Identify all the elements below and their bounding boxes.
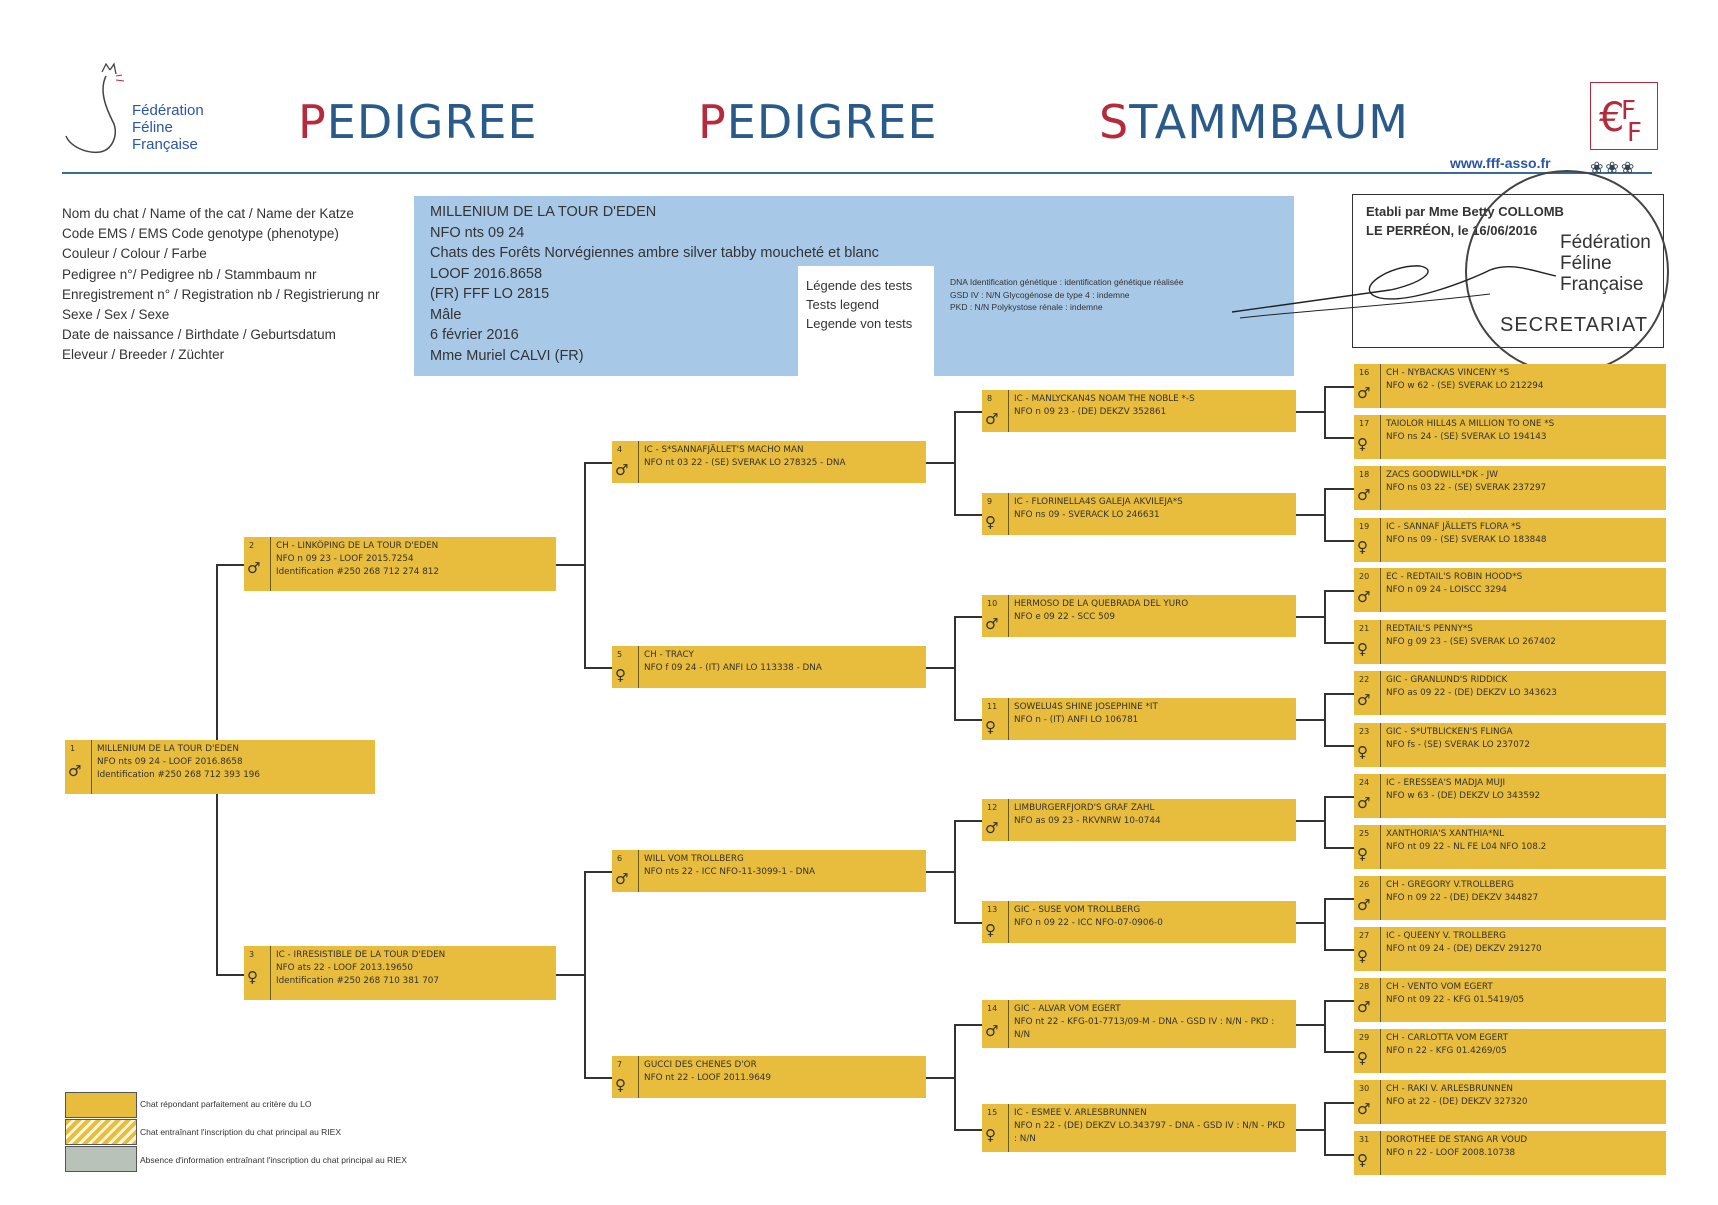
cat-line: IC - MANLYCKAN4S NOAM THE NOBLE *-S xyxy=(1014,394,1195,404)
cat-line: GIC - S*UTBLICKEN'S FLINGA xyxy=(1386,727,1513,737)
cat-line: ZACS GOODWILL*DK - JW xyxy=(1386,470,1498,480)
legend-lo: Chat répondant parfaitement au critère du LO xyxy=(140,1099,312,1109)
cat-details xyxy=(1014,1107,1290,1146)
cat-number: 21 xyxy=(1359,624,1370,633)
cat-number: 22 xyxy=(1359,675,1370,684)
value-registration: (FR) FFF LO 2815 xyxy=(430,286,550,302)
cat-number: 24 xyxy=(1359,778,1370,787)
cat-box-8 xyxy=(982,390,1296,432)
cat-line: CH - TRACY xyxy=(644,650,694,660)
title-fr-rest: EDIGREE xyxy=(326,95,538,149)
cat-details xyxy=(1014,802,1290,828)
cat-number: 26 xyxy=(1359,880,1370,889)
cat-line: NFO nts 22 - ICC NFO-11-3099-1 - DNA xyxy=(644,867,816,877)
female-icon: ♀ xyxy=(1357,1049,1368,1067)
website-link[interactable]: www.fff-asso.fr xyxy=(1450,155,1551,171)
female-icon: ♀ xyxy=(985,1126,996,1144)
cat-details xyxy=(1386,469,1660,495)
cat-details xyxy=(1386,930,1660,956)
cat-box-19 xyxy=(1354,518,1666,562)
cat-line: CH - LINKÖPING DE LA TOUR D'EDEN xyxy=(276,541,439,551)
cat-line: CH - RAKI V. ARLESBRUNNEN xyxy=(1386,1084,1513,1094)
seal-line-2: Féline xyxy=(1560,253,1612,274)
cat-number: 10 xyxy=(987,599,998,608)
cat-number: 14 xyxy=(987,1004,998,1013)
cat-line: NFO nt 09 24 - (DE) DEKZV 291270 xyxy=(1386,944,1542,954)
cat-details xyxy=(1014,1003,1290,1042)
cat-details xyxy=(644,444,920,470)
cat-number: 2 xyxy=(249,541,255,550)
legend-swatch-riex xyxy=(65,1119,137,1145)
cat-details xyxy=(1386,623,1660,649)
male-icon: ♂ xyxy=(985,1022,999,1040)
cat-line: NFO ns 24 - (SE) SVERAK LO 194143 xyxy=(1386,432,1547,442)
cat-box-9 xyxy=(982,493,1296,535)
cat-details xyxy=(1386,1032,1660,1058)
cat-line: IC - IRRESISTIBLE DE LA TOUR D'EDEN xyxy=(276,950,446,960)
cat-line: NFO nts 09 24 - LOOF 2016.8658 xyxy=(97,757,243,767)
cat-number: 4 xyxy=(617,445,623,454)
cat-line: HERMOSO DE LA QUEBRADA DEL YURO xyxy=(1014,599,1189,609)
cat-number: 9 xyxy=(987,497,993,506)
cat-details xyxy=(1386,879,1660,905)
title-fr-initial: P xyxy=(298,95,327,149)
cat-line: NFO w 63 - (DE) DEKZV LO 343592 xyxy=(1386,791,1541,801)
svg-text:F: F xyxy=(1627,118,1642,148)
cat-box-16 xyxy=(1354,364,1666,408)
cat-details xyxy=(1386,726,1660,752)
title-de-initial: S xyxy=(1099,95,1130,149)
cat-line: IC - S*SANNAFJÄLLET'S MACHO MAN xyxy=(644,445,804,455)
cat-details xyxy=(1386,418,1660,444)
tests-legend-labels xyxy=(806,276,912,333)
signature xyxy=(1230,250,1560,330)
seal-line-3: Française xyxy=(1560,274,1644,295)
cat-line: GUCCI DES CHENES D'OR xyxy=(644,1060,757,1070)
value-name: MILLENIUM DE LA TOUR D'EDEN xyxy=(430,204,657,220)
cat-box-21 xyxy=(1354,620,1666,664)
cat-line: NFO n 09 23 - (DE) DEKZV 352861 xyxy=(1014,407,1167,417)
cat-line: GIC - SUSE VOM TROLLBERG xyxy=(1014,905,1141,915)
male-icon: ♂ xyxy=(247,559,261,577)
female-icon: ♀ xyxy=(1357,947,1368,965)
cat-line: TAIOLOR HILL4S A MILLION TO ONE *S xyxy=(1386,419,1555,429)
female-icon: ♀ xyxy=(615,666,626,684)
cat-box-7 xyxy=(612,1056,926,1098)
value-colour: Chats des Forêts Norvégiennes ambre silver tabby moucheté et blanc xyxy=(430,245,879,261)
cat-details xyxy=(276,540,550,579)
cat-number: 31 xyxy=(1359,1135,1370,1144)
cat-number: 13 xyxy=(987,905,998,914)
cat-line: NFO n 09 23 - LOOF 2015.7254 xyxy=(276,554,414,564)
cat-box-23 xyxy=(1354,723,1666,767)
cat-number: 19 xyxy=(1359,522,1370,531)
cat-line: NFO n 09 22 - ICC NFO-07-0906-0 xyxy=(1014,918,1163,928)
cat-line: NFO n - (IT) ANFI LO 106781 xyxy=(1014,715,1139,725)
legend-swatch-missing xyxy=(65,1146,137,1172)
seal-line-1: Fédération xyxy=(1560,232,1651,253)
male-icon: ♂ xyxy=(1357,1100,1371,1118)
cat-box-30 xyxy=(1354,1080,1666,1124)
cat-details xyxy=(1014,701,1290,727)
cat-line: IC - ERESSEA'S MADJA MUJI xyxy=(1386,778,1506,788)
eff-corner-logo xyxy=(1590,82,1658,150)
cat-box-29 xyxy=(1354,1029,1666,1073)
female-icon: ♀ xyxy=(247,968,258,986)
cat-line: NFO at 22 - (DE) DEKZV 327320 xyxy=(1386,1097,1528,1107)
cat-number: 11 xyxy=(987,702,998,711)
cat-number: 27 xyxy=(1359,931,1370,940)
male-icon: ♂ xyxy=(1357,896,1371,914)
legend-swatch-lo xyxy=(65,1092,137,1118)
title-en-initial: P xyxy=(698,95,727,149)
cat-details xyxy=(1386,367,1660,393)
cat-line: NFO nt 03 22 - (SE) SVERAK LO 278325 - DNA xyxy=(644,458,846,468)
cat-line: IC - FLORINELLA4S GALEJA AKVILEJA*S xyxy=(1014,497,1183,507)
cat-line: NFO n 22 - LOOF 2008.10738 xyxy=(1386,1148,1516,1158)
value-birthdate: 6 février 2016 xyxy=(430,327,519,343)
legend-riex: Chat entraînant l'inscription du chat principal au RIEX xyxy=(140,1127,342,1137)
cat-box-12 xyxy=(982,799,1296,841)
title-en xyxy=(698,95,938,149)
cat-box-13 xyxy=(982,901,1296,943)
cat-line: IC - SANNAF JÄLLETS FLORA *S xyxy=(1386,522,1521,532)
tests-legend-de: Legende von tests xyxy=(806,316,913,331)
cat-box-18 xyxy=(1354,466,1666,510)
female-icon: ♀ xyxy=(1357,640,1368,658)
cat-line: DOROTHEE DE STANG AR VOUD xyxy=(1386,1135,1528,1145)
male-icon: ♂ xyxy=(1357,486,1371,504)
cat-details xyxy=(1386,521,1660,547)
cat-line: LIMBURGERFJORD'S GRAF ZAHL xyxy=(1014,803,1155,813)
title-en-rest: EDIGREE xyxy=(726,95,938,149)
cat-box-14 xyxy=(982,1000,1296,1048)
cat-number: 18 xyxy=(1359,470,1370,479)
cat-outline-icon xyxy=(62,62,132,157)
cat-line: NFO nt 22 - KFG-01-7713/09-M - DNA - GSD IV : N/N - PKD : N/N xyxy=(1014,1017,1275,1040)
cat-details xyxy=(1386,571,1660,597)
cat-line: NFO n 09 24 - LOISCC 3294 xyxy=(1386,585,1507,595)
female-icon: ♀ xyxy=(1357,845,1368,863)
cat-number: 17 xyxy=(1359,419,1370,428)
cat-line: GIC - GRANLUND'S RIDDICK xyxy=(1386,675,1508,685)
tests-legend-en: Tests legend xyxy=(806,297,879,312)
female-icon: ♀ xyxy=(1357,1151,1368,1169)
svg-text:€: € xyxy=(1599,95,1625,141)
cat-box-11 xyxy=(982,698,1296,740)
cat-details xyxy=(1386,1134,1660,1160)
seal-secretariat: SECRETARIAT xyxy=(1500,314,1649,336)
label-colour: Couleur / Colour / Farbe xyxy=(62,246,207,262)
cat-box-15 xyxy=(982,1104,1296,1152)
cat-line: NFO g 09 23 - (SE) SVERAK LO 267402 xyxy=(1386,637,1556,647)
label-breeder: Eleveur / Breeder / Züchter xyxy=(62,347,225,363)
logo-line-2: Féline xyxy=(132,119,173,136)
female-icon: ♀ xyxy=(985,718,996,736)
seal-text xyxy=(1560,232,1651,295)
cat-line: NFO nt 22 - LOOF 2011.9649 xyxy=(644,1073,772,1083)
cat-line: NFO e 09 22 - SCC 509 xyxy=(1014,612,1115,622)
cat-number: 15 xyxy=(987,1108,998,1117)
label-registration: Enregistrement n° / Registration nb / Registrierung nr xyxy=(62,286,380,302)
cat-line: NFO ns 09 - SVERACK LO 246631 xyxy=(1014,510,1160,520)
cat-box-6 xyxy=(612,850,926,892)
logo-line-1: Fédération xyxy=(132,102,204,119)
male-icon: ♂ xyxy=(615,870,629,888)
male-icon: ♂ xyxy=(615,461,629,479)
label-sex: Sexe / Sex / Sexe xyxy=(62,307,170,323)
cat-details xyxy=(1386,828,1660,854)
cat-box-2 xyxy=(244,537,556,591)
cat-number: 12 xyxy=(987,803,998,812)
cat-line: IC - ESMEE V. ARLESBRUNNEN xyxy=(1014,1108,1147,1118)
cat-number: 5 xyxy=(617,650,623,659)
test-gsd: GSD IV : N/N Glycogénose de type 4 : indemne xyxy=(950,289,1130,300)
value-breeder: Mme Muriel CALVI (FR) xyxy=(430,347,584,364)
value-sex: Mâle xyxy=(430,306,462,323)
cat-box-5 xyxy=(612,646,926,688)
cat-box-3 xyxy=(244,946,556,1000)
cat-line: NFO n 22 - (DE) DEKZV LO.343797 - DNA - GSD IV : N/N - PKD : N/N xyxy=(1014,1121,1285,1144)
cat-details xyxy=(1014,393,1290,419)
cat-box-10 xyxy=(982,595,1296,637)
cat-line: XANTHORIA'S XANTHIA*NL xyxy=(1386,829,1505,839)
cat-line: NFO nt 09 22 - KFG 01.5419/05 xyxy=(1386,995,1525,1005)
cat-number: 28 xyxy=(1359,982,1370,991)
cat-number: 8 xyxy=(987,394,993,403)
female-icon: ♀ xyxy=(985,513,996,531)
male-icon: ♂ xyxy=(1357,588,1371,606)
cat-box-4 xyxy=(612,441,926,483)
svg-text:F: F xyxy=(1621,96,1636,126)
cat-details xyxy=(1386,1083,1660,1109)
test-pkd: PKD : N/N Polykystose rénale : indemne xyxy=(950,302,1103,312)
cat-line: WILL VOM TROLLBERG xyxy=(644,854,744,864)
cat-line: NFO n 22 - KFG 01.4269/05 xyxy=(1386,1046,1507,1056)
cat-details xyxy=(1014,496,1290,522)
male-icon: ♂ xyxy=(1357,794,1371,812)
cat-number: 16 xyxy=(1359,368,1370,377)
cat-line: CH - NYBACKAS VINCENY *S xyxy=(1386,368,1510,378)
eff-monogram-icon xyxy=(1591,83,1657,149)
certified-by: Etabli par Mme Betty COLLOMB xyxy=(1366,204,1564,219)
cat-box-25 xyxy=(1354,825,1666,869)
cat-line: CH - VENTO VOM EGERT xyxy=(1386,982,1493,992)
cat-number: 25 xyxy=(1359,829,1370,838)
label-ems: Code EMS / EMS Code genotype (phenotype) xyxy=(62,226,339,242)
cat-line: Identification #250 268 712 393 196 xyxy=(97,770,260,780)
cat-box-27 xyxy=(1354,927,1666,971)
title-de-rest: TAMMBAUM xyxy=(1129,95,1409,149)
field-labels xyxy=(62,204,380,366)
cat-number: 23 xyxy=(1359,727,1370,736)
cat-details xyxy=(97,743,369,782)
male-icon: ♂ xyxy=(68,762,82,780)
cat-line: Identification #250 268 710 381 707 xyxy=(276,976,439,986)
cat-number: 7 xyxy=(617,1060,623,1069)
cat-details xyxy=(276,949,550,988)
cat-line: IC - QUEENY V. TROLLBERG xyxy=(1386,931,1506,941)
cat-number: 30 xyxy=(1359,1084,1370,1093)
female-icon: ♀ xyxy=(615,1076,626,1094)
cat-number: 29 xyxy=(1359,1033,1370,1042)
cat-box-22 xyxy=(1354,671,1666,715)
legend-missing: Absence d'information entraînant l'inscription du chat principal au RIEX xyxy=(140,1155,407,1165)
test-dna: DNA Identification génétique : identification génétique réalisée xyxy=(950,277,1184,287)
cat-box-17 xyxy=(1354,415,1666,459)
cat-line: NFO as 09 22 - (DE) DEKZV LO 343623 xyxy=(1386,688,1557,698)
cat-line: MILLENIUM DE LA TOUR D'EDEN xyxy=(97,744,239,754)
female-icon: ♀ xyxy=(1357,538,1368,556)
label-pedigree: Pedigree n°/ Pedigree nb / Stammbaum nr xyxy=(62,266,317,282)
header-rule xyxy=(62,172,1652,174)
cat-number: 6 xyxy=(617,854,623,863)
cat-line: NFO as 09 23 - RKVNRW 10-0744 xyxy=(1014,816,1161,826)
cat-box-20 xyxy=(1354,568,1666,612)
cat-line: CH - GREGORY V.TROLLBERG xyxy=(1386,880,1514,890)
cat-line: NFO fs - (SE) SVERAK LO 237072 xyxy=(1386,740,1530,750)
certified-place-date: LE PERRÉON, le 16/06/2016 xyxy=(1366,223,1538,238)
value-ems: NFO nts 09 24 xyxy=(430,224,525,241)
cat-line: CH - CARLOTTA VOM EGERT xyxy=(1386,1033,1508,1043)
cat-line: NFO f 09 24 - (IT) ANFI LO 113338 - DNA xyxy=(644,663,822,673)
cat-box-31 xyxy=(1354,1131,1666,1175)
cat-box-28 xyxy=(1354,978,1666,1022)
cat-box-1 xyxy=(65,740,375,794)
cat-details xyxy=(1014,598,1290,624)
cat-line: NFO ns 03 22 - (SE) SVERAK 237297 xyxy=(1386,483,1547,493)
cat-details xyxy=(644,1059,920,1085)
cat-line: NFO ats 22 - LOOF 2013.19650 xyxy=(276,963,414,973)
male-icon: ♂ xyxy=(985,410,999,428)
female-icon: ♀ xyxy=(1357,435,1368,453)
cat-details xyxy=(644,649,920,675)
logo-line-3: Française xyxy=(132,136,198,153)
male-icon: ♂ xyxy=(985,819,999,837)
cat-line: NFO n 09 22 - (DE) DEKZV 344827 xyxy=(1386,893,1539,903)
cat-number: 3 xyxy=(249,950,255,959)
male-icon: ♂ xyxy=(1357,998,1371,1016)
fff-logo xyxy=(62,62,232,162)
cat-details xyxy=(1386,674,1660,700)
paw-prints-icon: ❀❀❀ xyxy=(1590,158,1637,177)
cat-line: EC - REDTAIL'S ROBIN HOOD*S xyxy=(1386,572,1523,582)
title-fr xyxy=(298,95,538,149)
cat-line: Identification #250 268 712 274 812 xyxy=(276,567,439,577)
cat-line: REDTAIL'S PENNY*S xyxy=(1386,624,1473,634)
cat-details xyxy=(1386,777,1660,803)
cat-box-26 xyxy=(1354,876,1666,920)
tests-legend-entries xyxy=(950,276,1183,314)
cat-number: 20 xyxy=(1359,572,1370,581)
cat-line: GIC - ALVAR VOM EGERT xyxy=(1014,1004,1121,1014)
cat-details xyxy=(1386,981,1660,1007)
cat-line: NFO w 62 - (SE) SVERAK LO 212294 xyxy=(1386,381,1544,391)
cat-line: NFO ns 09 - (SE) SVERAK LO 183848 xyxy=(1386,535,1547,545)
label-birthdate: Date de naissance / Birthdate / Geburtsdatum xyxy=(62,327,336,343)
cat-details xyxy=(1014,904,1290,930)
cat-line: SOWELU4S SHINE JOSEPHINE *IT xyxy=(1014,702,1158,712)
cat-number: 1 xyxy=(70,744,76,753)
title-de xyxy=(1099,95,1409,149)
male-icon: ♂ xyxy=(1357,384,1371,402)
value-pedigree: LOOF 2016.8658 xyxy=(430,265,543,282)
cat-details xyxy=(644,853,920,879)
cat-box-24 xyxy=(1354,774,1666,818)
tests-legend-fr: Légende des tests xyxy=(806,278,913,293)
male-icon: ♂ xyxy=(985,615,999,633)
cat-line: NFO nt 09 22 - NL FE L04 NFO 108.2 xyxy=(1386,842,1547,852)
label-name: Nom du chat / Name of the cat / Name der Katze xyxy=(62,206,354,221)
female-icon: ♀ xyxy=(985,921,996,939)
male-icon: ♂ xyxy=(1357,691,1371,709)
female-icon: ♀ xyxy=(1357,743,1368,761)
